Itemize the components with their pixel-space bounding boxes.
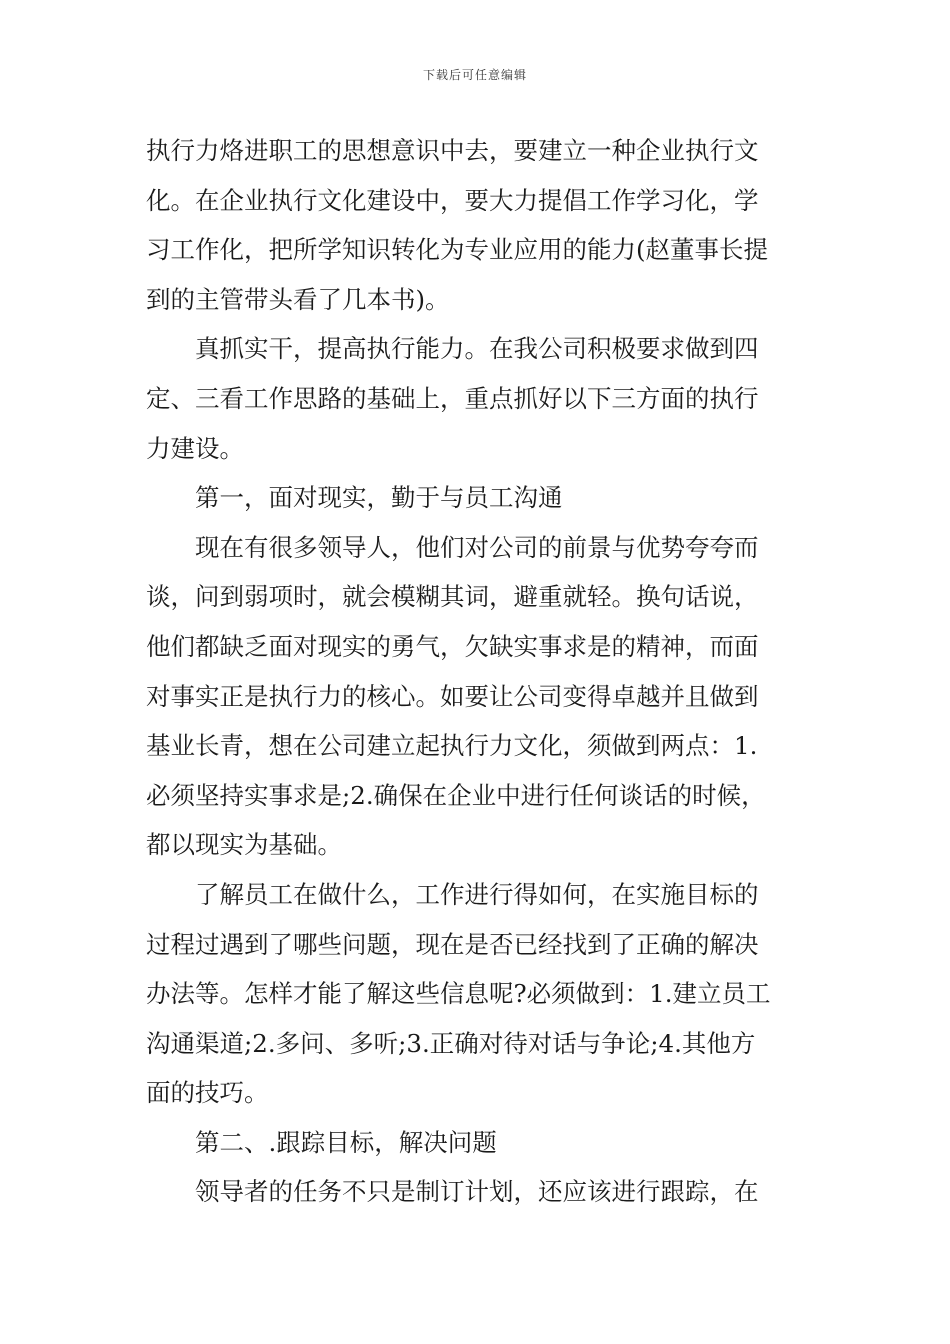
text-line: 都以现实为基础。 bbox=[146, 830, 342, 860]
text-line: 对事实正是执行力的核心。如要让公司变得卓越并且做到 bbox=[146, 681, 759, 711]
text-line: 他们都缺乏面对现实的勇气，欠缺实事求是的精神，而面 bbox=[146, 631, 759, 661]
text-line: 真抓实干，提高执行能力。在我公司积极要求做到四 bbox=[146, 334, 759, 364]
document-body bbox=[146, 126, 806, 1217]
paragraph-leader-tasks bbox=[146, 1167, 806, 1217]
paragraph-understand-staff bbox=[146, 870, 806, 1118]
text-line: 办法等。怎样才能了解这些信息呢?必须做到：1.建立员工 bbox=[146, 979, 771, 1009]
section-heading-first bbox=[146, 473, 806, 523]
text-line: 面的技巧。 bbox=[146, 1078, 269, 1108]
text-line: 必须坚持实事求是;2.确保在企业中进行任何谈话的时候， bbox=[146, 780, 766, 810]
page-header: 下载后可任意编辑 bbox=[422, 68, 527, 82]
paragraph-face-reality bbox=[146, 523, 806, 870]
text-line: 领导者的任务不只是制订计划，还应该进行跟踪，在 bbox=[146, 1177, 759, 1207]
text-line: 化。在企业执行文化建设中，要大力提倡工作学习化，学 bbox=[146, 185, 759, 215]
text-line: 执行力烙进职工的思想意识中去，要建立一种企业执行文 bbox=[146, 136, 759, 165]
section-heading-second bbox=[146, 1118, 806, 1168]
text-line: 现在有很多领导人，他们对公司的前景与优势夸夸而 bbox=[146, 532, 759, 562]
text-line: 基业长青，想在公司建立起执行力文化，须做到两点：1. bbox=[146, 731, 758, 761]
text-line: 习工作化，把所学知识转化为专业应用的能力(赵董事长提 bbox=[146, 235, 769, 265]
paragraph-practical-work bbox=[146, 324, 806, 473]
paragraph-execution-culture bbox=[146, 126, 806, 324]
text-line: 谈，问到弱项时，就会模糊其词，避重就轻。换句话说， bbox=[146, 582, 759, 612]
text-line: 沟通渠道;2.多问、多听;3.正确对待对话与争论;4.其他方 bbox=[146, 1028, 756, 1058]
text-line: 力建设。 bbox=[146, 433, 244, 463]
section-heading: 第一，面对现实，勤于与员工沟通 bbox=[146, 483, 563, 513]
section-heading: 第二、.跟踪目标，解决问题 bbox=[146, 1127, 497, 1157]
text-line: 过程过遇到了哪些问题，现在是否已经找到了正确的解决 bbox=[146, 929, 759, 959]
text-line: 了解员工在做什么，工作进行得如何，在实施目标的 bbox=[146, 879, 759, 909]
text-line: 定、三看工作思路的基础上，重点抓好以下三方面的执行 bbox=[146, 383, 759, 413]
text-line: 到的主管带头看了几本书)。 bbox=[146, 284, 450, 314]
